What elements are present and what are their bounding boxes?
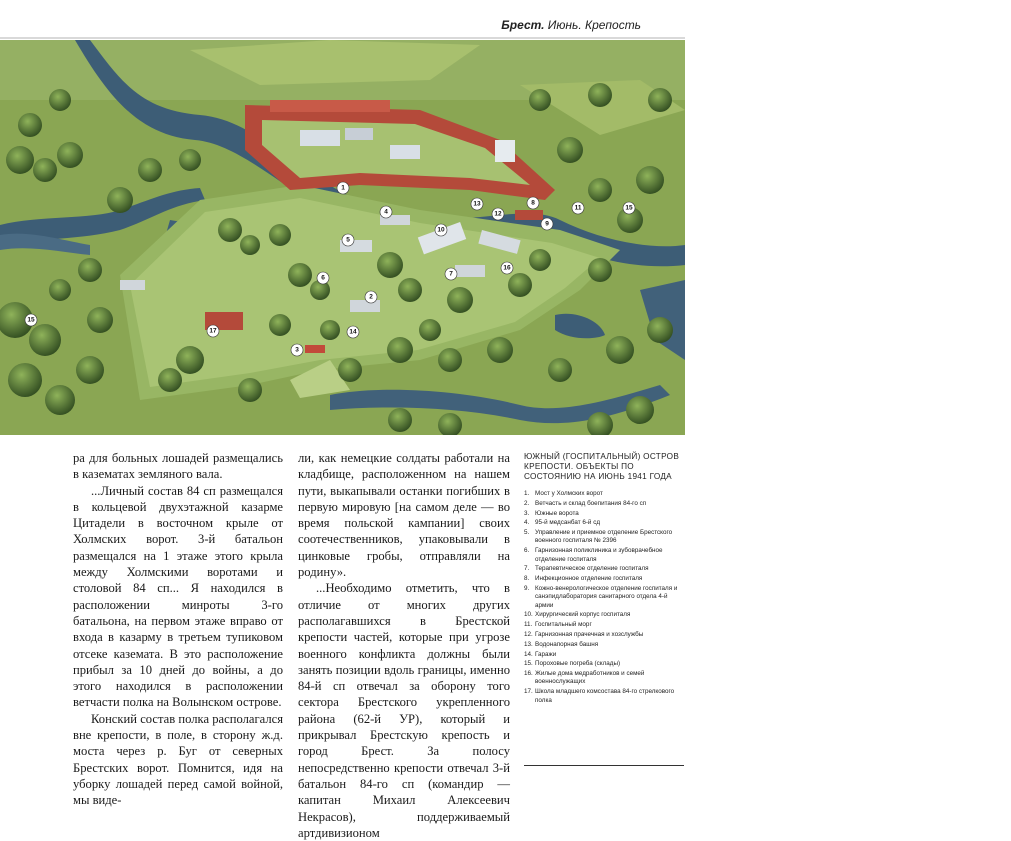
svg-text:14: 14 — [349, 328, 357, 336]
map-marker — [291, 344, 303, 356]
legend-item — [524, 547, 684, 564]
legend-item — [524, 621, 684, 629]
svg-text:12: 12 — [494, 210, 502, 218]
paragraph: ...Необходимо отметить, что в отличие от многих других располагавшихся в Брестской крепости частей, которые при угрозе военного конфликта должны были занять позиции вдоль границы, именно 84-й сп отвечал за оборону того сектора Брестского укрепленного района (62-й УР), который и прикрывал Брестскую крепость и город Брест. За полосу непосредственно крепости отвечал 3-й батальон 84-го сп (командир — капитан Михаил Алексеевич Некрасов), поддерживаемый артдивизионом — [298, 581, 510, 840]
svg-text:15: 15 — [625, 204, 633, 212]
legend-item-text: Ветчасть и склад боепитания 84-го сп — [535, 499, 647, 507]
legend-item-text: Школа младшего комсостава 84-го стрелкового полка — [535, 688, 675, 704]
map-marker — [337, 182, 349, 194]
svg-text:17: 17 — [209, 327, 217, 335]
map-marker — [541, 218, 553, 230]
legend-item — [524, 565, 684, 573]
legend-item — [524, 490, 684, 498]
paragraph: ли, как немецкие солдаты работали на кладбище, расположенном на нашем пути, выкапывали останки погибших в первую мировую [на самом деле — во время польской кампании] своих соотечественников, упаковывали в цинковые гробы, отправляли на родину». — [298, 451, 510, 580]
legend-item-number: 2. — [524, 499, 530, 507]
legend-item — [524, 611, 684, 619]
legend-item — [524, 529, 684, 546]
paragraph: ра для больных лошадей размещались в казематах земляного вала. — [73, 451, 283, 482]
map-marker — [623, 202, 635, 214]
legend-item-number: 4. — [524, 519, 530, 527]
svg-text:4: 4 — [384, 208, 388, 216]
map-marker — [572, 202, 584, 214]
legend-item-text: Водонапорная башня — [535, 640, 599, 648]
legend-item-number: 16. — [524, 670, 533, 678]
svg-text:13: 13 — [473, 200, 481, 208]
paragraph: Конский состав полка располагался вне крепости, в поле, в сторону ж.д. моста через р. Буг от северных Брестских ворот. Помнится, идя на уборку лошадей перед самой войной, мы виде- — [73, 711, 283, 808]
map-marker — [501, 262, 513, 274]
map-marker — [380, 206, 392, 218]
legend-item — [524, 660, 684, 668]
legend-item — [524, 688, 684, 705]
legend-item-number: 15. — [524, 660, 533, 668]
legend-list — [524, 490, 684, 705]
svg-text:5: 5 — [346, 236, 350, 244]
map-marker — [445, 268, 457, 280]
legend-item-text: Гарнизонная прачечная и хозслужбы — [535, 630, 644, 638]
svg-text:16: 16 — [503, 264, 511, 272]
paragraph: ...Личный состав 84 сп размещался в кольцевой двухэтажной казарме Цитадели в восточном крыле от Холмских ворот. 3-й батальон размещался на 1 этаже этого крыла между Холмскими воротами и столовой 84 сп... Я находился в расположении минроты 3-го батальона, на первом этаже вправо от входа в казарму в третьем тупиковом отсеке каземата. В это расположение прибыл за 10 дней до войны, а до этого находился в расположении ветчасти полка на Волынском острове. — [73, 483, 283, 710]
legend-item-number: 17. — [524, 688, 533, 696]
legend-item-number: 13. — [524, 640, 533, 648]
legend-item-text: Управление и приемное отделение Брестского военного госпиталя № 2396 — [535, 529, 673, 545]
legend-item-text: Хирургический корпус госпиталя — [535, 611, 631, 619]
legend-item-number: 7. — [524, 565, 530, 573]
svg-text:6: 6 — [321, 274, 325, 282]
map-legend — [524, 452, 684, 706]
legend-item-text: Терапевтическое отделение госпиталя — [535, 565, 649, 573]
legend-item-text: Жилые дома медработников и семей военнослужащих — [535, 670, 645, 686]
header-rule — [0, 37, 685, 39]
legend-item-number: 3. — [524, 509, 530, 517]
map-marker — [347, 326, 359, 338]
legend-item — [524, 631, 684, 639]
legend-item-number: 5. — [524, 529, 530, 537]
text-column-2 — [298, 450, 510, 841]
legend-item-text: Пороховые погреба (склады) — [535, 660, 621, 668]
legend-item-number: 12. — [524, 630, 533, 638]
map-marker — [207, 325, 219, 337]
running-header: Брест. Июнь. Крепость — [501, 18, 641, 32]
map-marker — [365, 291, 377, 303]
svg-text:7: 7 — [449, 270, 453, 278]
map-marker — [471, 198, 483, 210]
map-marker — [492, 208, 504, 220]
svg-text:10: 10 — [437, 226, 445, 234]
legend-item-number: 1. — [524, 490, 530, 497]
svg-text:11: 11 — [574, 204, 582, 212]
map-marker — [317, 272, 329, 284]
legend-item-text: Гаражи — [535, 650, 557, 658]
svg-text:9: 9 — [545, 220, 549, 228]
legend-item-number: 10. — [524, 611, 533, 619]
legend-item-number: 8. — [524, 575, 530, 583]
map-marker — [342, 234, 354, 246]
legend-item — [524, 510, 684, 518]
svg-text:15: 15 — [27, 316, 35, 324]
legend-item-text: 95-й медсанбат 6-й сд — [535, 519, 601, 527]
svg-text:2: 2 — [369, 293, 373, 301]
legend-item — [524, 519, 684, 527]
text-column-1 — [73, 450, 283, 809]
legend-item — [524, 585, 684, 610]
legend-item — [524, 641, 684, 649]
legend-title: ЮЖНЫЙ (ГОСПИТАЛЬНЫЙ) ОСТРОВ КРЕПОСТИ. ОБЪЕКТЫ ПО СОСТОЯНИЮ НА ИЮНЬ 1941 ГОДА — [524, 452, 680, 481]
legend-item-text: Южные ворота — [535, 509, 579, 517]
legend-item-number: 9. — [524, 584, 530, 592]
svg-text:1: 1 — [341, 184, 345, 192]
legend-item — [524, 670, 684, 687]
map-marker — [435, 224, 447, 236]
map-marker — [25, 314, 37, 326]
legend-item-number: 14. — [524, 650, 533, 658]
legend-item-text: Госпитальный морг — [535, 621, 592, 629]
legend-item — [524, 575, 684, 583]
legend-item — [524, 651, 684, 659]
legend-rule — [524, 765, 684, 766]
legend-item-number: 6. — [524, 547, 530, 555]
fortress-map-illustration — [0, 40, 685, 435]
legend-item-text: Мост у Холмских ворот — [535, 490, 603, 497]
legend-item — [524, 500, 684, 508]
svg-text:8: 8 — [531, 199, 535, 207]
legend-item-text: Гарнизонная поликлиника и зубоврачебное отделение госпиталя — [535, 547, 663, 563]
legend-item-text: Инфекционное отделение госпиталя — [535, 575, 643, 583]
legend-item-text: Кожно-венерологическое отделение госпиталя и санэпидлаборатория санитарного отдела 4-й армии — [535, 584, 678, 609]
legend-item-number: 11. — [524, 621, 533, 629]
svg-text:3: 3 — [295, 346, 299, 354]
map-marker — [527, 197, 539, 209]
